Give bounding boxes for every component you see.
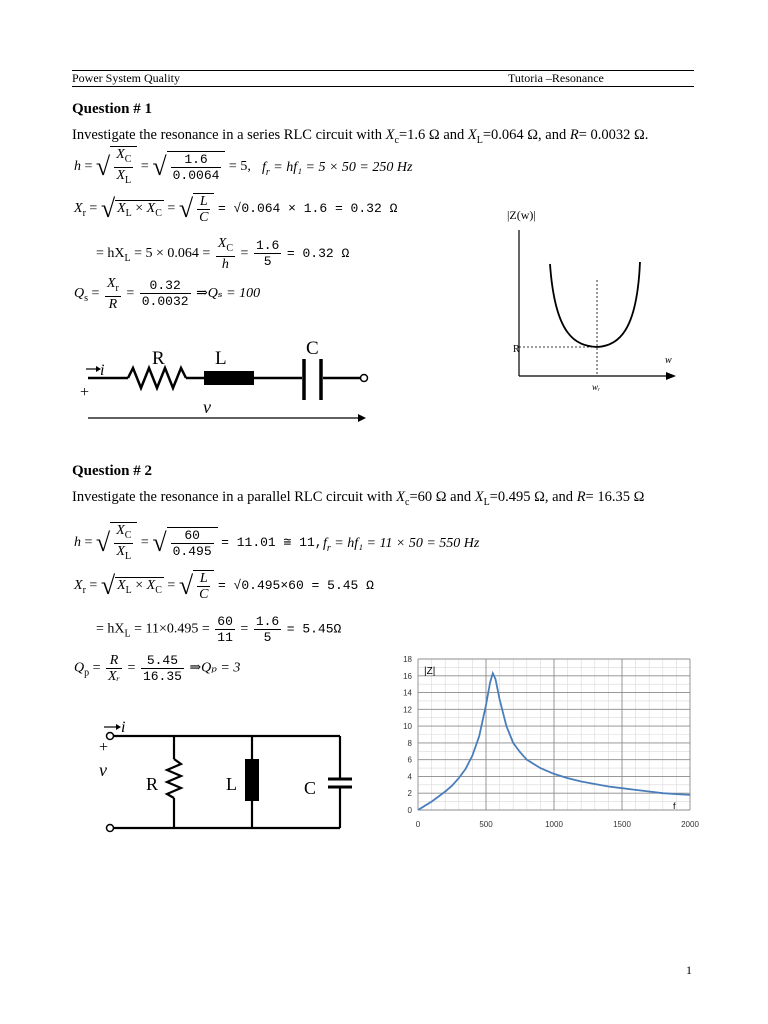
q1-eq-q: $Q_s$ = $\frac{X_r}{R}$ = $\frac{0.32}{0.0032}$ ⇒Qₛ = 100 bbox=[74, 276, 261, 312]
chart-xtick-label: 2000 bbox=[681, 820, 699, 829]
chart-ticks bbox=[403, 655, 699, 829]
header-left: Power System Quality bbox=[72, 71, 180, 85]
q2-h-num: 60 bbox=[171, 528, 214, 544]
q2-eq-xr: $X_r$ = √ $X_L \times X_C$ = √ $\frac{L}{C}$ = √0.495×60 = 5.45 Ω bbox=[74, 571, 374, 602]
q1-label-C: C bbox=[306, 338, 319, 359]
q1-fr-text: = hf₁ = 5 × 50 = 250 Hz bbox=[273, 160, 413, 175]
chart-ytick-label: 16 bbox=[403, 671, 412, 681]
q2-eq-q: $Q_p$ = $\frac{R}{\text{Xᵣ}}$ = $\frac{5.45}{16.35}$ ⇒Qₚ = 3 bbox=[74, 653, 241, 684]
q2-label-v: v bbox=[99, 760, 107, 780]
q1-graph-wr: wᵣ bbox=[592, 382, 601, 392]
q1-graph-R: R bbox=[513, 344, 520, 355]
q1-intro bbox=[72, 127, 648, 146]
q2-eq-xr2: = $hX_L = 11\times 0.495$ = $\frac{60}{11}$ = $\frac{1.6}{5}$ = 5.45Ω bbox=[96, 614, 342, 645]
q1-r: R bbox=[569, 127, 579, 143]
chart-ytick-label: 18 bbox=[403, 655, 412, 664]
q2-h-den: 0.495 bbox=[172, 543, 212, 559]
chart-ylabel: |Z| bbox=[424, 666, 436, 677]
q2-xr2-result: = 5.45Ω bbox=[286, 621, 342, 637]
chart-ytick-label: 14 bbox=[403, 688, 412, 698]
q1-impedance-graph bbox=[500, 200, 690, 400]
chart-ytick-label: 10 bbox=[403, 722, 412, 732]
q1-q-result: ⇒Qₛ = 100 bbox=[196, 286, 261, 302]
q1-eq-h: h = √ $\frac{X_C}{X_L}$ = √ $\frac{1.6}{0.0064}$ = 5, bbox=[74, 147, 251, 186]
header-rule-bottom bbox=[72, 86, 694, 87]
q1-eq-xr: $X_r$ = √ $X_L \times X_C$ = √ $\frac{L}{C}$ = √0.064 × 1.6 = 0.32 Ω bbox=[74, 194, 398, 225]
q1-eq-fr: $f_r = hf_1 = 5 \times 50 = 250$ Hz bbox=[262, 160, 413, 178]
q1-h-den: 0.0064 bbox=[172, 167, 220, 183]
q2-impedance-chart bbox=[388, 652, 706, 838]
q2-q-den1: Xᵣ bbox=[108, 669, 121, 684]
q1-resistor-symbol bbox=[128, 368, 186, 388]
q1-xr2-den: 5 bbox=[263, 254, 272, 270]
q1-label-v: v bbox=[203, 397, 211, 417]
q2-q-num1: R bbox=[106, 653, 122, 669]
q2-eq-h: h = √ $\frac{X_C}{X_L}$ = √ $\frac{60}{0.495}$ = 11.01 ≅ 11, bbox=[74, 523, 323, 562]
q2-q-result: ⇒Qₚ = 3 bbox=[189, 660, 241, 676]
q1-title: Question # 1 bbox=[72, 101, 153, 117]
q1-series-circuit bbox=[72, 330, 382, 430]
q1-graph-curve bbox=[550, 262, 640, 347]
q1-label-plus: + bbox=[80, 384, 90, 401]
chart-grid bbox=[418, 659, 690, 810]
q2-xc-val: =60 Ω and bbox=[409, 489, 475, 505]
chart-ytick-label: 12 bbox=[403, 705, 412, 715]
header-rule-top bbox=[72, 70, 694, 71]
q1-xr-result: = √0.064 × 1.6 = 0.32 Ω bbox=[217, 201, 398, 217]
q2-xr-result: = √0.495×60 = 5.45 Ω bbox=[217, 578, 374, 594]
q2-xr2-f1-den: 11 bbox=[217, 630, 233, 645]
q1-label-L: L bbox=[215, 348, 227, 369]
q1-xr2-result: = 0.32 Ω bbox=[286, 246, 350, 262]
q1-graph-xlabel: w bbox=[665, 355, 672, 366]
q2-xr2-b: = 11×0.495 = bbox=[130, 621, 210, 637]
q1-xl: X bbox=[467, 127, 477, 143]
chart-xlabel: f bbox=[673, 801, 676, 811]
q2-q-num2: 5.45 bbox=[141, 653, 184, 669]
q1-intro-a: Investigate the resonance in a series RLC circuit with bbox=[72, 127, 386, 143]
q2-eq-fr: $f_r = hf_1 = 11 \times 50 = 550$ Hz bbox=[323, 536, 480, 554]
chart-xtick-label: 500 bbox=[479, 820, 493, 829]
chart-ytick-label: 6 bbox=[407, 755, 412, 765]
q1-xc-val: =1.6 Ω and bbox=[398, 127, 468, 143]
q2-label-plus: + bbox=[99, 739, 109, 756]
chart-ytick-label: 2 bbox=[407, 789, 412, 799]
q1-q-den: 0.0032 bbox=[141, 294, 189, 310]
q2-h-result: = 11.01 ≅ 11, bbox=[221, 535, 323, 551]
q2-fr-text: = hf₁ = 11 × 50 = 550 Hz bbox=[334, 536, 480, 551]
chart-ytick-label: 8 bbox=[407, 738, 412, 748]
q1-h-result: = 5, bbox=[228, 159, 251, 175]
q2-label-R: R bbox=[146, 774, 159, 794]
q1-xl-sub: L bbox=[476, 134, 483, 146]
q2-r: R bbox=[576, 489, 586, 505]
q2-title: Question # 2 bbox=[72, 463, 153, 479]
q2-intro bbox=[72, 489, 644, 508]
q1-graph-ylabel: |Z(w)| bbox=[507, 208, 536, 222]
q2-q-den2: 16.35 bbox=[142, 669, 182, 684]
q1-xr2-a: = hX bbox=[96, 246, 125, 262]
q1-terminal bbox=[361, 375, 368, 382]
q1-xl-val: =0.064 Ω, and bbox=[482, 127, 570, 143]
q2-inductor-symbol bbox=[245, 759, 259, 801]
header-right: Tutoria –Resonance bbox=[508, 71, 604, 85]
q2-xc: X bbox=[396, 489, 405, 505]
q1-q-num: 0.32 bbox=[140, 278, 191, 294]
q2-xr2-f1-num: 60 bbox=[217, 614, 233, 629]
chart-ytick-label: 4 bbox=[407, 772, 412, 782]
q2-intro-a: Investigate the resonance in a parallel RLC circuit with bbox=[72, 489, 397, 505]
q1-label-R: R bbox=[152, 348, 165, 369]
chart-xtick-label: 0 bbox=[415, 820, 421, 829]
q1-xc-sub: c bbox=[394, 134, 399, 146]
chart-xtick-label: 1000 bbox=[545, 820, 563, 829]
q2-resistor-symbol bbox=[167, 759, 181, 798]
q2-xr2-f2-den: 5 bbox=[263, 630, 272, 645]
q2-label-C: C bbox=[304, 778, 317, 798]
q1-xr2-num: 1.6 bbox=[255, 238, 280, 254]
q2-xr2-f2-num: 1.6 bbox=[255, 614, 280, 629]
q1-label-i: i bbox=[100, 362, 105, 379]
q2-label-i: i bbox=[121, 719, 126, 736]
q2-xl: X bbox=[474, 489, 484, 505]
q2-terminal-bottom bbox=[107, 825, 114, 832]
chart-xtick-label: 1500 bbox=[613, 820, 631, 829]
q1-r-val: = 0.0032 Ω. bbox=[578, 127, 649, 143]
page-number: 1 bbox=[686, 963, 692, 977]
chart-ytick-label: 0 bbox=[407, 806, 412, 815]
q2-label-L: L bbox=[226, 774, 237, 794]
q2-xr2-a: = hX bbox=[96, 621, 125, 637]
q1-inductor-symbol bbox=[204, 371, 254, 385]
q2-xl-sub: L bbox=[483, 496, 490, 508]
q2-r-val: = 16.35 Ω bbox=[585, 489, 645, 505]
q2-xc-sub: c bbox=[404, 496, 410, 508]
q2-parallel-circuit bbox=[90, 712, 370, 837]
q2-xl-val: =0.495 Ω, and bbox=[489, 489, 577, 505]
q1-eq-xr2: = $hX_L = 5 \times 0.064$ = $\frac{X_C}{h}$ = $\frac{1.6}{5}$ = 0.32 Ω bbox=[96, 236, 350, 272]
q1-xc: X bbox=[385, 127, 395, 143]
q1-xr2-b: = 5 × 0.064 = bbox=[130, 246, 211, 262]
q1-h-num: 1.6 bbox=[171, 152, 222, 168]
